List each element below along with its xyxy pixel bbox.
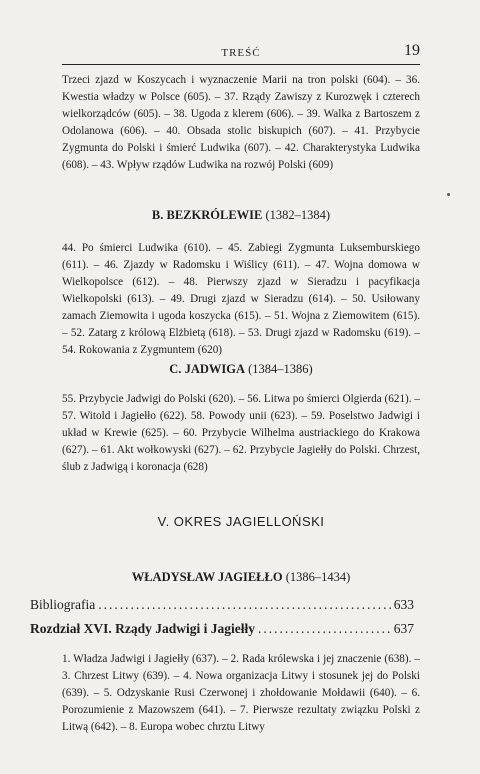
running-head xyxy=(62,40,420,62)
toc-entry-bibliography[interactable] xyxy=(30,597,414,619)
running-head-title: TREŚĆ xyxy=(221,47,261,59)
contents-paragraph-1: Trzeci zjazd w Koszycach i wyznaczenie Marii na tron polski (604). – 36. Kwestia władzy w Polsce (605). – 37. Rządy Zawiszy z Kurozwęk i czterech wielkorządców (605). – 38. Ugoda z klerem (606). – 39. Walka z Bartoszem z Odolanowa (606). – 40. Obsada stolic biskupich (607). – 41. Przybycie Zygmunta do Polski i śmierć Ludwika (607). – 42. Charakterystyka Ludwika (608). – 43. Wpływ rządów Ludwika na rozwój Polski (609) xyxy=(62,74,420,171)
reign-title: WŁADYSŁAW JAGIEŁŁO xyxy=(131,570,283,584)
contents-paragraph-3: 55. Przybycie Jadwigi do Polski (620). – 56. Litwa po śmierci Olgierda (621). – 57. Witold i Jagiełło (622). 58. Powody unii (623). – 59. Poselstwo Jadwigi i układ w Krewie (625). – 60. Przybycie Wilhelma austriackiego do Krakowa (627). – 61. Akt wołkowyski (627). – 62. Przybycie Jagiełły do Polski. Chrzest, ślub z Jadwigą i koronacja (628) xyxy=(62,393,420,473)
toc-leader-dots xyxy=(98,597,391,613)
section-b-years: (1382–1384) xyxy=(265,208,331,222)
toc-chapter-label: Rozdział XVI. Rządy Jadwigi i Jagiełły xyxy=(30,621,255,636)
toc-chapter-page: 637 xyxy=(393,621,414,636)
scan-speck xyxy=(447,193,450,196)
toc-entry-chapter-xvi[interactable] xyxy=(30,621,414,643)
toc-leader-dots xyxy=(258,621,391,637)
section-b-title: B. BEZKRÓLEWIE xyxy=(151,208,263,222)
contents-paragraph-4: 1. Władza Jadwigi i Jagiełły (637). – 2. Rada królewska i jej znaczenie (638). – 3. Chrzest Litwy (639). – 4. Nowa organizacja Litwy i stosunek jej do Polski (639). – 5. Odzyskanie Rusi Czerwonej i zhołdowanie Mołdawii (640). – 6. Porozumienie z Mazowszem (641). – 7. Pierwsze rezultaty związku Polski z Litwą (642). – 8. Europa wobec chrztu Litwy xyxy=(62,653,420,733)
page-number: 19 xyxy=(404,42,420,59)
reign-years: (1386–1434) xyxy=(285,570,351,584)
contents-paragraph-2: 44. Po śmierci Ludwika (610). – 45. Zabiegi Zygmunta Luksemburskiego (611). – 46. Zjazdy w Radomsku i Wiślicy (611). – 47. Wojna domowa w Wielkopolsce (612). – 48. Pierwszy zjazd w Sieradzu i pacyfikacja Wielkopolski (613). – 49. Drugi zjazd w Sieradzu (614). – 50. Usiłowany zamach Ziemowita i ugoda koszycka (615). – 51. Wojna z Ziemowitem (615). – 52. Zatarg z królową Elżbietą (618). – 53. Drugi zjazd w Radomsku (619). – 54. Rokowania z Zygmuntem (620) xyxy=(62,242,420,356)
section-c-title: C. JADWIGA xyxy=(169,362,245,376)
toc-bibliography-label: Bibliografia xyxy=(30,597,96,612)
toc-bibliography-page: 633 xyxy=(393,597,414,612)
header-rule xyxy=(62,64,420,65)
section-c-years: (1384–1386) xyxy=(248,362,313,376)
section-heading-c xyxy=(62,362,420,377)
part-heading: V. OKRES JAGIELLOŃSKI xyxy=(157,514,325,529)
section-heading-b xyxy=(62,208,420,223)
reign-heading xyxy=(62,570,420,585)
